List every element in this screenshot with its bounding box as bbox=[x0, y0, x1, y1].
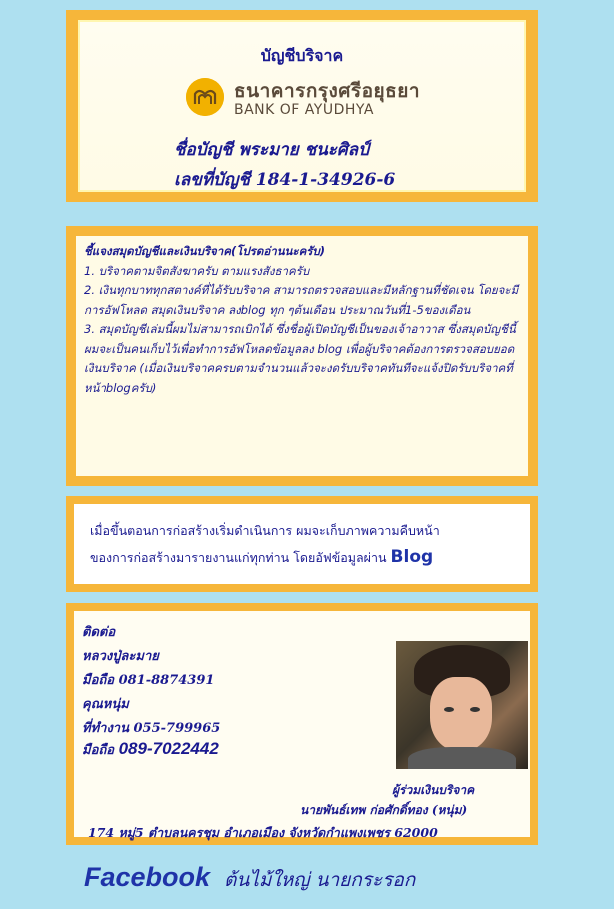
contact-photo bbox=[396, 641, 528, 769]
progress-line-2 bbox=[90, 544, 514, 571]
note-item-3: 3. สมุดบัญชีเล่มนี้ผมไม่สามารถเบิกได้ ซึ่งชื่อผู้เปิดบัญชีเป็นของเจ้าอาวาส ซึ่งสมุดบัญชีนี้ผมจะเป็นคนเก็บไว้เพื่อทำการอัฟโหลดข้อมูลลง blog เพื่อผู้บริจาคต้องการตรวจสอบยอดเงินบริจาค (เมื่อเงินบริจาคครบตามจำนวนแล้วจะงดรับบริจาคทันทีจะแจ้งปิดรับบริจาคที่หน้าblogครับ) bbox=[84, 322, 516, 395]
contact-work-phone: ที่ทำงาน 055-799965 bbox=[82, 721, 221, 736]
contact-phone-2: 089-7022442 bbox=[118, 739, 219, 758]
progress-panel-inner bbox=[74, 504, 530, 584]
contact-phone-1: มือถือ 081-8874391 bbox=[82, 673, 215, 688]
contact-heading: ติดต่อ bbox=[82, 625, 116, 640]
contact-person-1: หลวงปู่ละมาย bbox=[82, 649, 159, 664]
contact-phone-2-label: มือถือ bbox=[82, 743, 119, 758]
account-title: บัญชีบริจาค bbox=[260, 46, 344, 65]
contact-phone-2-row bbox=[82, 739, 219, 760]
bank-name-thai: ธนาคารกรุงศรีอยุธยา bbox=[234, 80, 421, 102]
facebook-page-name[interactable]: ต้นไม้ใหญ่ นายกระรอก bbox=[224, 869, 416, 891]
contact-panel-inner bbox=[74, 611, 530, 840]
note-item-2: 2. เงินทุกบาททุกสตางค์ที่ได้รับบริจาค สามารถตรวจสอบและมีหลักฐานที่ชัดเจน โดยจะมีการอัฟโหลด สมุดเงินบริจาค ลงblog ทุก ๆต้นเดือน ประมาณวันที่1-5ของเดือน bbox=[84, 283, 519, 317]
progress-line-1: เมื่อขึ้นตอนการก่อสร้างเริ่มดำเนินการ ผมจะเก็บภาพความคืบหน้า bbox=[90, 523, 440, 538]
notes-panel-inner bbox=[76, 236, 528, 476]
account-panel-inner bbox=[80, 22, 524, 190]
blog-link[interactable]: Blog bbox=[390, 547, 434, 567]
notes-heading: ชี้แจงสมุดบัญชีและเงินบริจาค(โปรดอ่านนะครับ) bbox=[84, 244, 326, 258]
facebook-label[interactable]: Facebook bbox=[84, 862, 211, 892]
progress-panel bbox=[66, 496, 538, 592]
notes-panel bbox=[66, 226, 538, 486]
photo-caption-role: ผู้ร่วมเงินบริจาค bbox=[392, 783, 475, 797]
account-panel bbox=[66, 10, 538, 202]
account-name: ชื่อบัญชี พระมาย ชนะศิลป์ bbox=[174, 140, 369, 160]
note-item-1: 1. บริจาคตามจิตสังฆาครับ ตามแรงสังธาครับ bbox=[84, 263, 310, 278]
photo-caption-name: นายพันธ์เทพ ก่อศักดิ์ทอง (หนุ่ม) bbox=[300, 803, 468, 817]
account-number: เลขที่บัญชี 184-1-34926-6 bbox=[174, 170, 396, 190]
progress-line-2-text: ของการก่อสร้างมารายงานแก่ทุกท่าน โดยอัฟข้อมูลผ่าน bbox=[90, 550, 391, 565]
footer bbox=[84, 862, 415, 895]
contact-panel bbox=[66, 603, 538, 845]
bank-name-english: BANK OF AYUDHYA bbox=[234, 102, 374, 118]
contact-address: 174 หมู่5 ตำบลนครชุม อำเภอเมือง จังหวัดกำแพงเพชร 62000 bbox=[88, 825, 438, 840]
contact-person-2: คุณหนุ่ม bbox=[82, 697, 129, 712]
bank-logo-icon bbox=[186, 78, 224, 116]
